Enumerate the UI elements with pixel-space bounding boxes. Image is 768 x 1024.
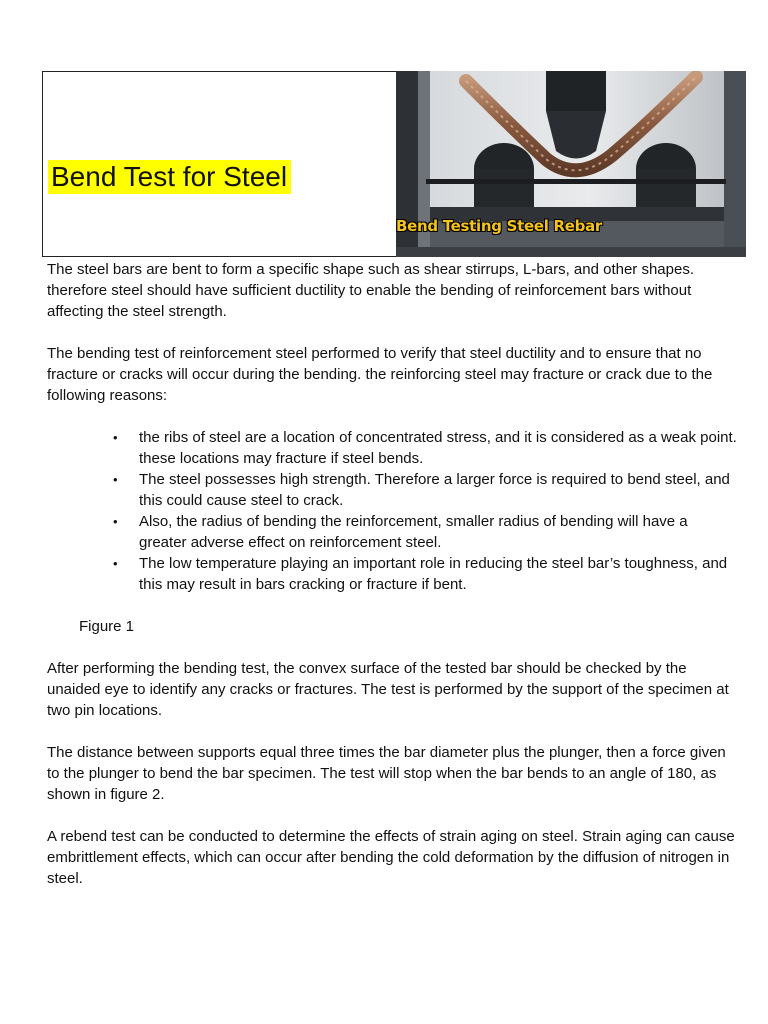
bullet-icon: • bbox=[113, 556, 118, 571]
list-item-text: The low temperature playing an important role in reducing the steel bar’s toughness, and this may result in bars cracking or fracture if bent. bbox=[139, 555, 728, 593]
photo-caption: Bend Testing Steel Rebar bbox=[396, 217, 603, 235]
list-item-text: Also, the radius of bending the reinforcement, smaller radius of bending will have a greater adverse effect on reinforcement steel. bbox=[139, 513, 688, 551]
bullet-icon: • bbox=[113, 430, 118, 445]
list-item bbox=[47, 427, 737, 469]
rebend-paragraph: A rebend test can be conducted to determine the effects of strain aging on steel. Strain aging can cause embrittlement effects, which can occur after bending the cold deformation by the diffusion of nitrogen in steel. bbox=[47, 828, 735, 887]
page-title: Bend Test for Steel bbox=[48, 160, 291, 194]
document-body bbox=[47, 259, 737, 889]
list-item-text: The steel possesses high strength. Therefore a larger force is required to bend steel, and this could cause steel to crack. bbox=[139, 471, 730, 509]
list-item-text: the ribs of steel are a location of concentrated stress, and it is considered as a weak point. these locations may fracture if steel bends. bbox=[139, 429, 737, 467]
bullet-icon: • bbox=[113, 472, 118, 487]
list-item bbox=[47, 553, 737, 595]
bend-test-machine-photo bbox=[396, 71, 746, 257]
intro-paragraph: The steel bars are bent to form a specific shape such as shear stirrups, L-bars, and other shapes. therefore steel should have sufficient ductility to enable the bending of reinforcement bars without affecting the steel strength. bbox=[47, 261, 694, 320]
purpose-paragraph: The bending test of reinforcement steel performed to verify that steel ductility and to ensure that no fracture or cracks will occur during the bending. the reinforcing steel may fracture or crack due to the following reasons: bbox=[47, 345, 713, 404]
list-item bbox=[47, 469, 737, 511]
support-distance-paragraph: The distance between supports equal three times the bar diameter plus the plunger, then a force given to the plunger to bend the bar specimen. The test will stop when the bar bends to an angle of 180, as shown in figure 2. bbox=[47, 744, 726, 803]
reasons-list bbox=[47, 427, 737, 595]
bullet-icon: • bbox=[113, 514, 118, 529]
list-item bbox=[47, 511, 737, 553]
after-test-paragraph: After performing the bending test, the convex surface of the tested bar should be checked by the unaided eye to identify any cracks or fractures. The test is performed by the support of the specimen at two pin locations. bbox=[47, 660, 729, 719]
figure-1-label: Figure 1 bbox=[79, 618, 135, 635]
title-banner bbox=[42, 71, 745, 257]
